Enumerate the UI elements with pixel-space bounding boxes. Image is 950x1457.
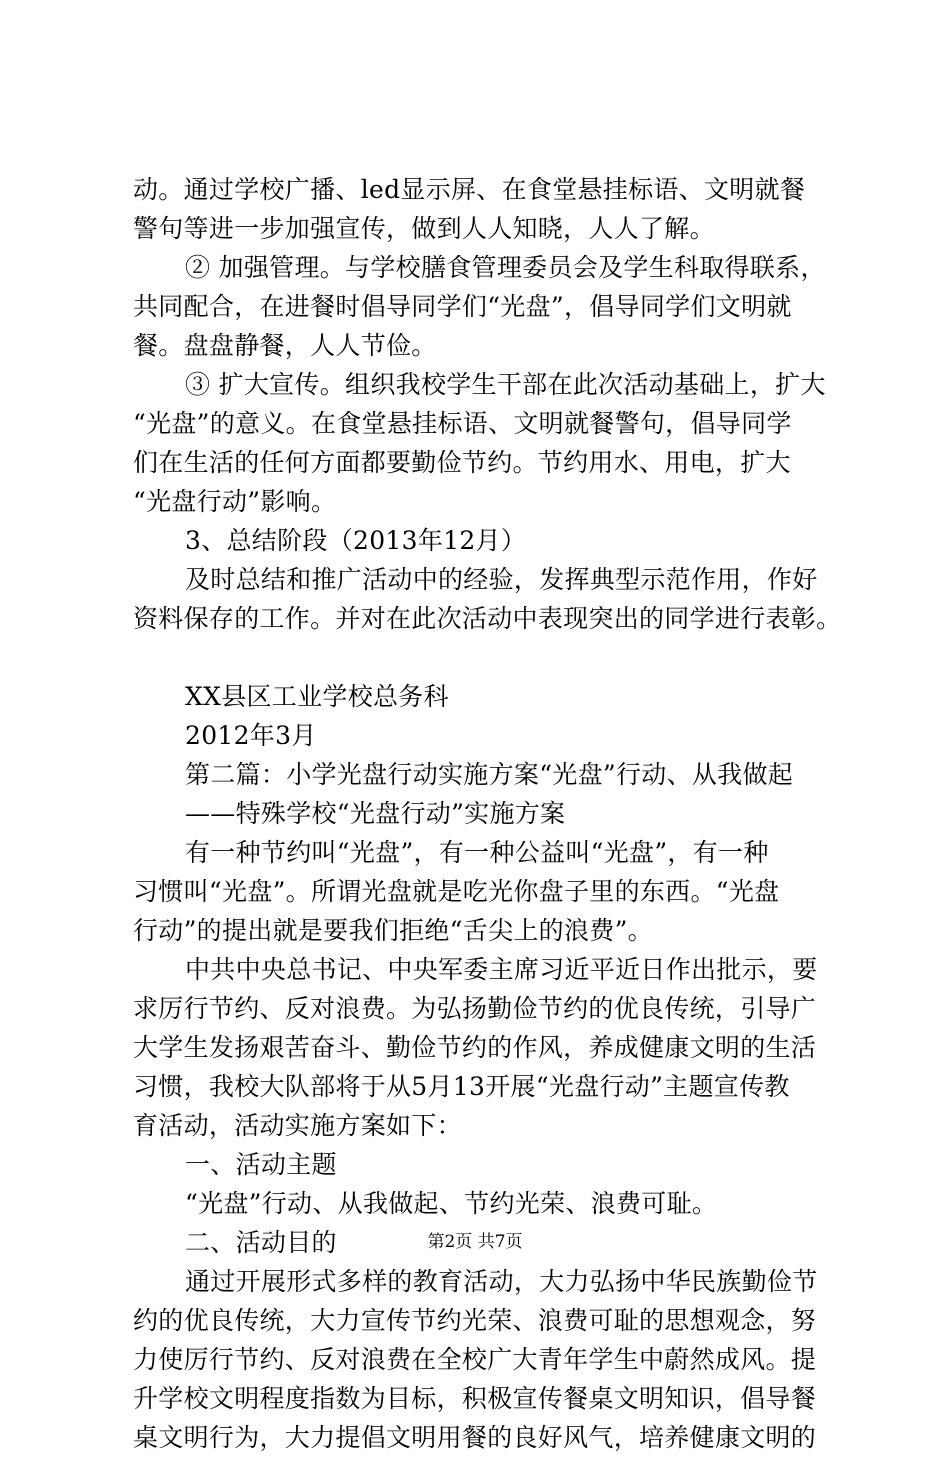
text-line: 行动”的提出就是要我们拒绝“舌尖上的浪费”。 (133, 916, 653, 945)
section-heading: 3、总结阶段（2013年12月） (185, 526, 527, 555)
text-line: 大学生发扬艰苦奋斗、勤俭节约的作风，养成健康文明的生活 (133, 1033, 817, 1062)
text-line: 习惯，我校大队部将于从5月13开展“光盘行动”主题宣传教 (133, 1072, 790, 1101)
blank-line (133, 638, 853, 677)
text-line: ③ 扩大宣传。组织我校学生干部在此次活动基础上，扩大 (185, 370, 826, 399)
text-line: 动。通过学校广播、led显示屏、在食堂悬挂标语、文明就餐 (133, 175, 806, 204)
signature-org: XX县区工业学校总务科 (185, 682, 449, 711)
text-line: “光盘行动”影响。 (133, 487, 337, 516)
text-line: 习惯叫“光盘”。所谓光盘就是吃光你盘子里的东西。“光盘 (133, 877, 780, 906)
text-line: 有一种节约叫“光盘”，有一种公益叫“光盘”，有一种 (185, 838, 769, 867)
text-line: ② 加强管理。与学校膳食管理委员会及学生科取得联系， (185, 253, 826, 282)
chapter-subtitle: ——特殊学校“光盘行动”实施方案 (185, 799, 566, 828)
text-line: 餐。盘盘静餐，人人节俭。 (133, 331, 437, 360)
text-line: 警句等进一步加强宣传，做到人人知晓，人人了解。 (133, 214, 715, 243)
text-line: “光盘”行动、从我做起、节约光荣、浪费可耻。 (185, 1189, 718, 1218)
document-body (133, 170, 853, 1457)
text-line: “光盘”的意义。在食堂悬挂标语、文明就餐警句，倡导同学 (133, 409, 792, 438)
text-line: 育活动，活动实施方案如下： (133, 1111, 462, 1140)
text-line: 求厉行节约、反对浪费。为弘扬勤俭节约的优良传统，引导广 (133, 994, 817, 1023)
page-number-footer: 第2页 共7页 (427, 1232, 523, 1252)
section-heading: 二、活动目的 (185, 1228, 337, 1257)
text-line: 约的优良传统，大力宣传节约光荣、浪费可耻的思想观念，努 (133, 1306, 817, 1335)
chapter-title: 第二篇：小学光盘行动实施方案“光盘”行动、从我做起 (185, 760, 794, 789)
text-line: 升学校文明程度指数为目标，积极宣传餐桌文明知识，倡导餐 (133, 1384, 817, 1413)
text-line: 及时总结和推广活动中的经验，发挥典型示范作用，作好 (185, 565, 818, 594)
section-heading: 一、活动主题 (185, 1150, 337, 1179)
text-line: 力使厉行节约、反对浪费在全校广大青年学生中蔚然成风。提 (133, 1345, 817, 1374)
signature-date: 2012年3月 (185, 721, 317, 750)
text-line: 共同配合，在进餐时倡导同学们“光盘”，倡导同学们文明就 (133, 292, 792, 321)
text-line: 桌文明行为，大力提倡文明用餐的良好风气，培养健康文明的 (133, 1423, 817, 1452)
text-line: 资料保存的工作。并对在此次活动中表现突出的同学进行表彰。 (133, 604, 842, 633)
text-line: 们在生活的任何方面都要勤俭节约。节约用水、用电，扩大 (133, 448, 791, 477)
text-line: 中共中央总书记、中央军委主席习近平近日作出批示，要 (185, 955, 818, 984)
text-line: 通过开展形式多样的教育活动，大力弘扬中华民族勤俭节 (185, 1267, 818, 1296)
